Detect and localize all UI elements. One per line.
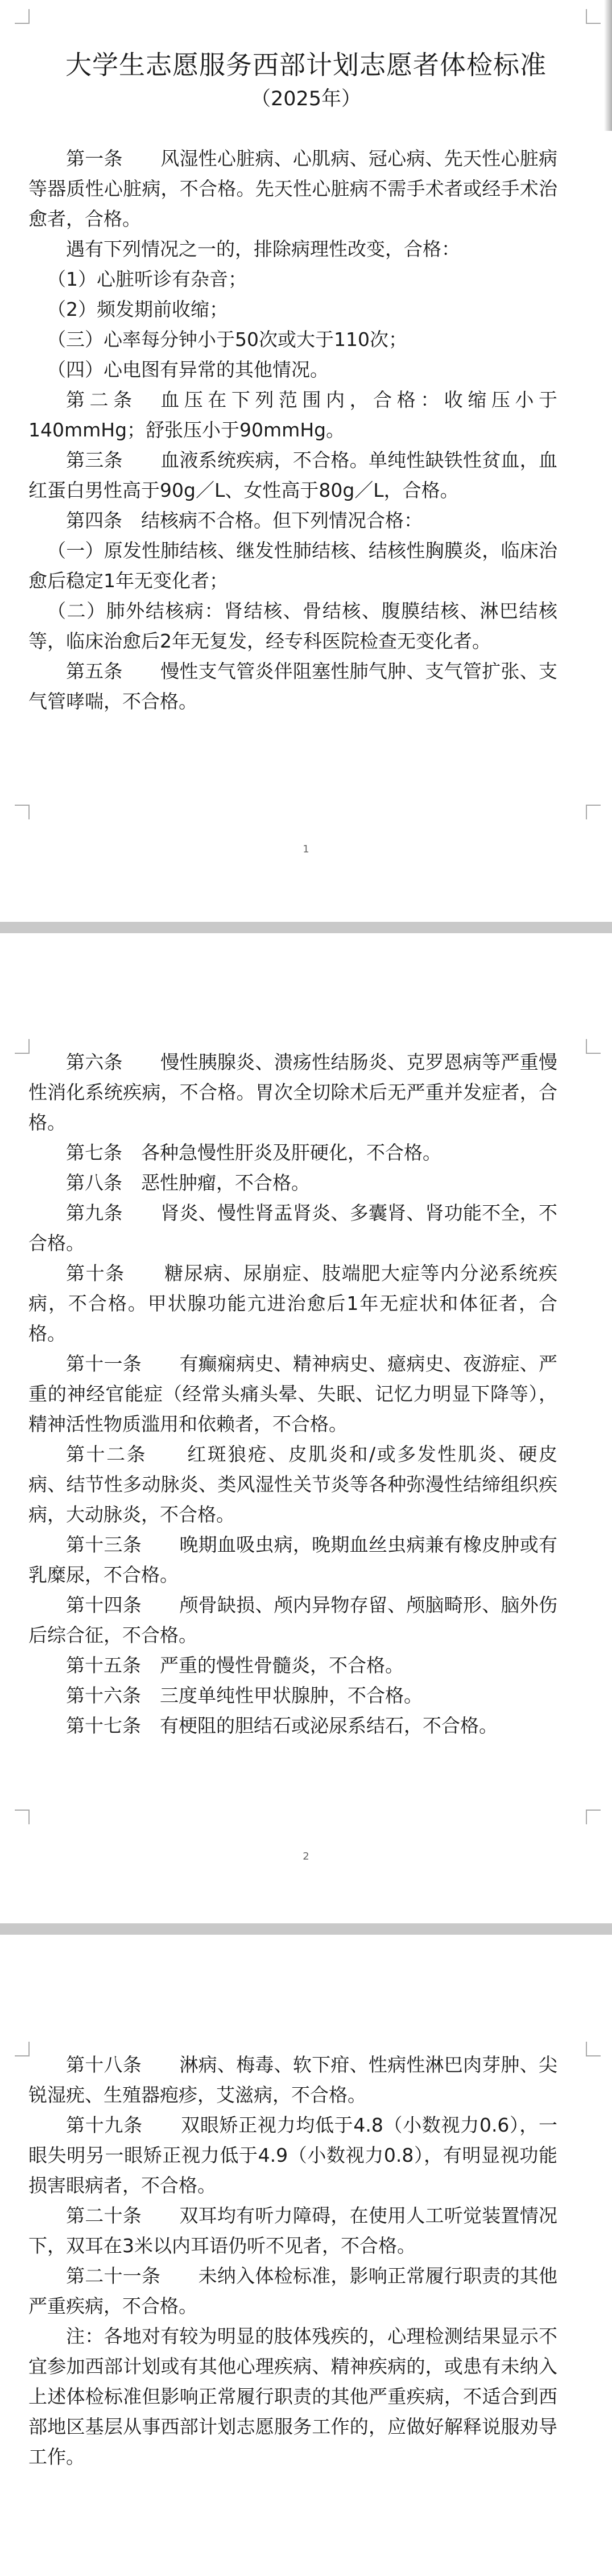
article-2: 第二条 血压在下列范围内，合格：收缩压小于140mmHg；舒张压小于90mmHg。 [28,389,557,441]
page-2-content [28,1047,557,1741]
page-3-content [28,2050,557,2472]
article-1-exception-2: （2）频发期前收缩； [47,298,228,320]
article-12: 第十二条 红斑狼疮、皮肌炎和/或多发性肌炎、硬皮病、结节性多动脉炎、类风湿性关节炎等各种弥漫性结缔组织疾病，大动脉炎，不合格。 [28,1443,557,1526]
article-4-item-1: （一）原发性肺结核、继发性肺结核、结核性胸膜炎，临床治愈后稳定1年无变化者； [28,539,557,592]
crop-mark-top-left [15,2042,30,2056]
article-18: 第十八条 淋病、梅毒、软下疳、性病性淋巴肉芽肿、尖锐湿疣、生殖器疱疹，艾滋病，不合格。 [28,2054,557,2106]
article-8: 第八条 恶性肿瘤，不合格。 [66,1172,310,1194]
article-20: 第二十条 双耳均有听力障碍，在使用人工听觉装置情况下，双耳在3米以内耳语仍听不见者，不合格。 [28,2204,557,2257]
article-13: 第十三条 晚期血吸虫病，晚期血丝虫病兼有橡皮肿或有乳糜尿，不合格。 [28,1534,557,1586]
article-11: 第十一条 有癫痫病史、精神病史、癔病史、夜游症、严重的神经官能症（经常头痛头晕、失眠、记忆力明显下降等），精神活性物质滥用和依赖者，不合格。 [28,1353,557,1435]
article-1-exception-3: （三）心率每分钟小于50次或大于110次； [47,328,407,351]
page-number: 1 [303,843,309,855]
article-1-exception-4: （四）心电图有异常的其他情况。 [47,358,329,381]
article-5: 第五条 慢性支气管炎伴阻塞性肺气肿、支气管扩张、支气管哮喘，不合格。 [28,660,557,712]
document-page-3 [0,1935,612,2576]
note: 注：各地对有较为明显的肢体残疾的，心理检测结果显示不宜参加西部计划或有其他心理疾病、精神疾病的，或患有未纳入上述体检标准但影响正常履行职责的其他严重疾病，不适合到西部地区基层从事西部计划志愿服务工作的，应做好解释说服劝导工作。 [28,2325,557,2468]
article-7: 第七条 各种急慢性肝炎及肝硬化，不合格。 [66,1141,441,1164]
page-edge-shadow [604,0,612,131]
article-1: 第一条 风湿性心脏病、心肌病、冠心病、先天性心脏病等器质性心脏病，不合格。先天性心脏病不需手术者或经手术治愈者，合格。 [28,147,557,230]
article-4: 第四条 结核病不合格。但下列情况合格： [66,509,423,531]
article-1-exceptions-intro: 遇有下列情况之一的，排除病理性改变，合格： [66,238,460,260]
page-number: 2 [303,1850,309,1862]
article-14: 第十四条 颅骨缺损、颅内异物存留、颅脑畸形、脑外伤后综合征，不合格。 [28,1594,557,1646]
crop-mark-top-left [15,9,30,24]
crop-mark-top-right [586,2042,601,2056]
crop-mark-top-right [586,9,601,24]
article-9: 第九条 肾炎、慢性肾盂肾炎、多囊肾、肾功能不全，不合格。 [28,1202,557,1254]
article-10: 第十条 糖尿病、尿崩症、肢端肥大症等内分泌系统疾病，不合格。甲状腺功能亢进治愈后1年无症状和体征者，合格。 [28,1262,557,1345]
crop-mark-bottom-right [586,1810,601,1824]
crop-mark-bottom-left [15,1810,30,1824]
article-4-item-2: （二）肺外结核病：肾结核、骨结核、腹膜结核、淋巴结核等，临床治愈后2年无复发，经专科医院检查无变化者。 [28,600,557,652]
article-6: 第六条 慢性胰腺炎、溃疡性结肠炎、克罗恩病等严重慢性消化系统疾病，不合格。胃次全切除术后无严重并发症者，合格。 [28,1051,557,1134]
article-1-exception-1: （1）心脏听诊有杂音； [47,268,247,290]
crop-mark-bottom-right [586,805,601,819]
document-page-2 [0,933,612,1923]
crop-mark-top-right [586,1039,601,1054]
article-15: 第十五条 严重的慢性骨髓炎，不合格。 [66,1654,404,1676]
article-19: 第十九条 双眼矫正视力均低于4.8（小数视力0.6），一眼失明另一眼矫正视力低于4.9（小数视力0.8），有明显视功能损害眼病者，不合格。 [28,2114,557,2196]
crop-mark-bottom-left [15,805,30,819]
article-3: 第三条 血液系统疾病，不合格。单纯性缺铁性贫血，血红蛋白男性高于90g／L、女性高于80g／L，合格。 [28,449,557,501]
document-page-1 [0,0,612,922]
article-17: 第十七条 有梗阻的胆结石或泌尿系结石，不合格。 [66,1714,498,1737]
article-21: 第二十一条 未纳入体检标准，影响正常履行职责的其他严重疾病，不合格。 [28,2265,557,2317]
document-title: 大学生志愿服务西部计划志愿者体检标准 [65,50,547,80]
document-year: （2025年） [250,88,362,110]
article-16: 第十六条 三度单纯性甲状腺肿，不合格。 [66,1684,423,1707]
crop-mark-top-left [15,1039,30,1054]
page-1-content [28,143,557,716]
